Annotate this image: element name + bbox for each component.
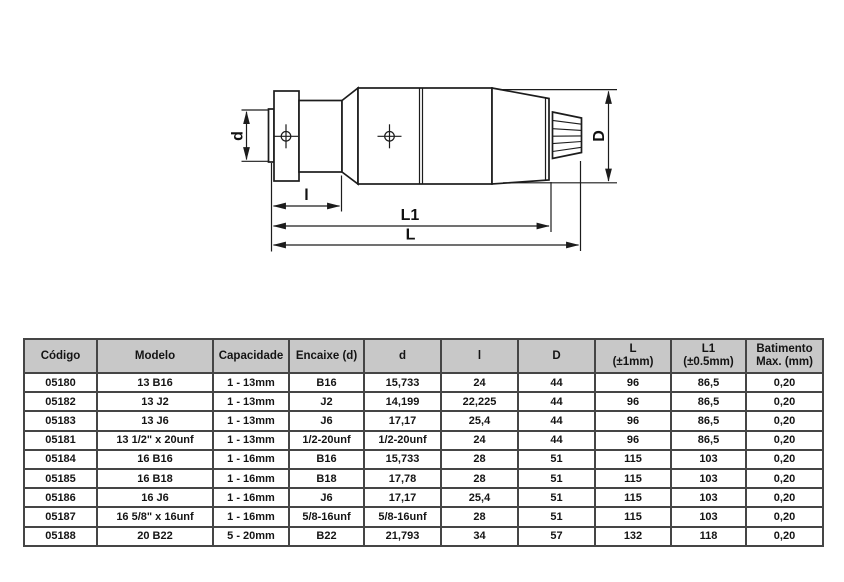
cell-encaixe: B16 bbox=[289, 450, 364, 469]
cell-L1: 86,5 bbox=[671, 431, 746, 450]
table-header-row bbox=[24, 339, 823, 373]
cell-L: 115 bbox=[595, 507, 671, 526]
cell-l: 28 bbox=[441, 469, 518, 488]
dim-label-D: D bbox=[591, 130, 608, 142]
cell-l: 34 bbox=[441, 527, 518, 546]
dim-label-L1: L1 bbox=[400, 207, 420, 224]
column-header-batimento: Batimento Max. (mm) bbox=[746, 339, 823, 373]
cell-batimento: 0,20 bbox=[746, 469, 823, 488]
table-row bbox=[24, 450, 823, 469]
column-header-d: d bbox=[364, 339, 441, 373]
dimension-l bbox=[274, 187, 340, 206]
cell-capacidade: 1 - 16mm bbox=[213, 507, 289, 526]
cell-L: 132 bbox=[595, 527, 671, 546]
cell-capacidade: 1 - 13mm bbox=[213, 411, 289, 430]
cell-d: 17,78 bbox=[364, 469, 441, 488]
cell-encaixe: J2 bbox=[289, 392, 364, 411]
cell-d: 17,17 bbox=[364, 488, 441, 507]
body-taper bbox=[342, 88, 358, 184]
cell-D: 44 bbox=[518, 373, 595, 392]
cell-codigo: 05182 bbox=[24, 392, 97, 411]
cell-L: 96 bbox=[595, 392, 671, 411]
chuck-outline bbox=[269, 88, 582, 184]
dim-label-L: L bbox=[405, 226, 416, 244]
cell-L: 96 bbox=[595, 431, 671, 450]
cell-L: 96 bbox=[595, 411, 671, 430]
column-header-encaixe: Encaixe (d) bbox=[289, 339, 364, 373]
cell-encaixe: 5/8-16unf bbox=[289, 507, 364, 526]
cell-capacidade: 1 - 16mm bbox=[213, 488, 289, 507]
column-header-D: D bbox=[518, 339, 595, 373]
cell-batimento: 0,20 bbox=[746, 450, 823, 469]
column-header-L1: L1 (±0.5mm) bbox=[671, 339, 746, 373]
cell-l: 25,4 bbox=[441, 488, 518, 507]
cell-codigo: 05180 bbox=[24, 373, 97, 392]
cell-L1: 118 bbox=[671, 527, 746, 546]
cell-l: 25,4 bbox=[441, 411, 518, 430]
cell-D: 51 bbox=[518, 488, 595, 507]
dimension-L bbox=[274, 227, 579, 246]
column-header-l: l bbox=[441, 339, 518, 373]
cell-L1: 103 bbox=[671, 507, 746, 526]
column-header-L: L (±1mm) bbox=[595, 339, 671, 373]
table-row bbox=[24, 392, 823, 411]
cell-codigo: 05183 bbox=[24, 411, 97, 430]
cell-d: 17,17 bbox=[364, 411, 441, 430]
column-header-modelo: Modelo bbox=[97, 339, 213, 373]
cell-D: 51 bbox=[518, 469, 595, 488]
table-row bbox=[24, 507, 823, 526]
table-body bbox=[24, 373, 823, 546]
cell-modelo: 16 5/8" x 16unf bbox=[97, 507, 213, 526]
cell-modelo: 13 J6 bbox=[97, 411, 213, 430]
cell-l: 28 bbox=[441, 507, 518, 526]
cell-modelo: 13 1/2" x 20unf bbox=[97, 431, 213, 450]
cell-batimento: 0,20 bbox=[746, 411, 823, 430]
cell-L: 115 bbox=[595, 488, 671, 507]
jaw-tip bbox=[553, 112, 582, 159]
cell-batimento: 0,20 bbox=[746, 507, 823, 526]
cell-d: 14,199 bbox=[364, 392, 441, 411]
dim-label-l: l bbox=[304, 187, 309, 204]
cell-D: 44 bbox=[518, 431, 595, 450]
cell-d: 15,733 bbox=[364, 373, 441, 392]
table-row bbox=[24, 431, 823, 450]
cell-capacidade: 5 - 20mm bbox=[213, 527, 289, 546]
cell-l: 24 bbox=[441, 431, 518, 450]
table-row bbox=[24, 527, 823, 546]
cell-l: 22,225 bbox=[441, 392, 518, 411]
nose-cone bbox=[492, 88, 549, 184]
cell-D: 44 bbox=[518, 411, 595, 430]
cell-L1: 86,5 bbox=[671, 411, 746, 430]
cell-D: 57 bbox=[518, 527, 595, 546]
cell-capacidade: 1 - 13mm bbox=[213, 431, 289, 450]
cell-L1: 86,5 bbox=[671, 392, 746, 411]
cell-encaixe: J6 bbox=[289, 411, 364, 430]
cell-L: 115 bbox=[595, 450, 671, 469]
cell-modelo: 20 B22 bbox=[97, 527, 213, 546]
cell-d: 21,793 bbox=[364, 527, 441, 546]
cell-capacidade: 1 - 13mm bbox=[213, 392, 289, 411]
cell-codigo: 05187 bbox=[24, 507, 97, 526]
table-row bbox=[24, 373, 823, 392]
cell-modelo: 16 J6 bbox=[97, 488, 213, 507]
cell-D: 44 bbox=[518, 392, 595, 411]
cell-batimento: 0,20 bbox=[746, 392, 823, 411]
cell-capacidade: 1 - 16mm bbox=[213, 450, 289, 469]
cell-encaixe: B18 bbox=[289, 469, 364, 488]
cell-capacidade: 1 - 16mm bbox=[213, 469, 289, 488]
dim-label-d: d bbox=[229, 131, 247, 141]
dimension-L1 bbox=[274, 207, 550, 226]
table-row bbox=[24, 488, 823, 507]
cell-d: 15,733 bbox=[364, 450, 441, 469]
cell-encaixe: B16 bbox=[289, 373, 364, 392]
cell-batimento: 0,20 bbox=[746, 527, 823, 546]
cell-d: 5/8-16unf bbox=[364, 507, 441, 526]
cell-codigo: 05184 bbox=[24, 450, 97, 469]
cell-codigo: 05188 bbox=[24, 527, 97, 546]
cell-codigo: 05185 bbox=[24, 469, 97, 488]
cell-modelo: 13 B16 bbox=[97, 373, 213, 392]
table-row bbox=[24, 469, 823, 488]
cell-modelo: 16 B18 bbox=[97, 469, 213, 488]
cell-capacidade: 1 - 13mm bbox=[213, 373, 289, 392]
cell-L1: 103 bbox=[671, 469, 746, 488]
cell-D: 51 bbox=[518, 507, 595, 526]
cell-L1: 103 bbox=[671, 450, 746, 469]
cell-codigo: 05186 bbox=[24, 488, 97, 507]
cell-D: 51 bbox=[518, 450, 595, 469]
cell-L1: 103 bbox=[671, 488, 746, 507]
shank-neck bbox=[299, 101, 342, 173]
cell-L1: 86,5 bbox=[671, 373, 746, 392]
column-header-codigo: Código bbox=[24, 339, 97, 373]
cell-L: 96 bbox=[595, 373, 671, 392]
cell-l: 24 bbox=[441, 373, 518, 392]
cell-encaixe: B22 bbox=[289, 527, 364, 546]
cell-modelo: 16 B16 bbox=[97, 450, 213, 469]
cell-encaixe: J6 bbox=[289, 488, 364, 507]
table-row bbox=[24, 411, 823, 430]
cell-d: 1/2-20unf bbox=[364, 431, 441, 450]
cell-L: 115 bbox=[595, 469, 671, 488]
column-header-capacidade: Capacidade bbox=[213, 339, 289, 373]
cell-batimento: 0,20 bbox=[746, 431, 823, 450]
cell-batimento: 0,20 bbox=[746, 488, 823, 507]
cell-encaixe: 1/2-20unf bbox=[289, 431, 364, 450]
spec-table bbox=[23, 338, 824, 547]
cell-modelo: 13 J2 bbox=[97, 392, 213, 411]
cell-codigo: 05181 bbox=[24, 431, 97, 450]
cell-l: 28 bbox=[441, 450, 518, 469]
dimension-d bbox=[230, 110, 269, 161]
cell-batimento: 0,20 bbox=[746, 373, 823, 392]
